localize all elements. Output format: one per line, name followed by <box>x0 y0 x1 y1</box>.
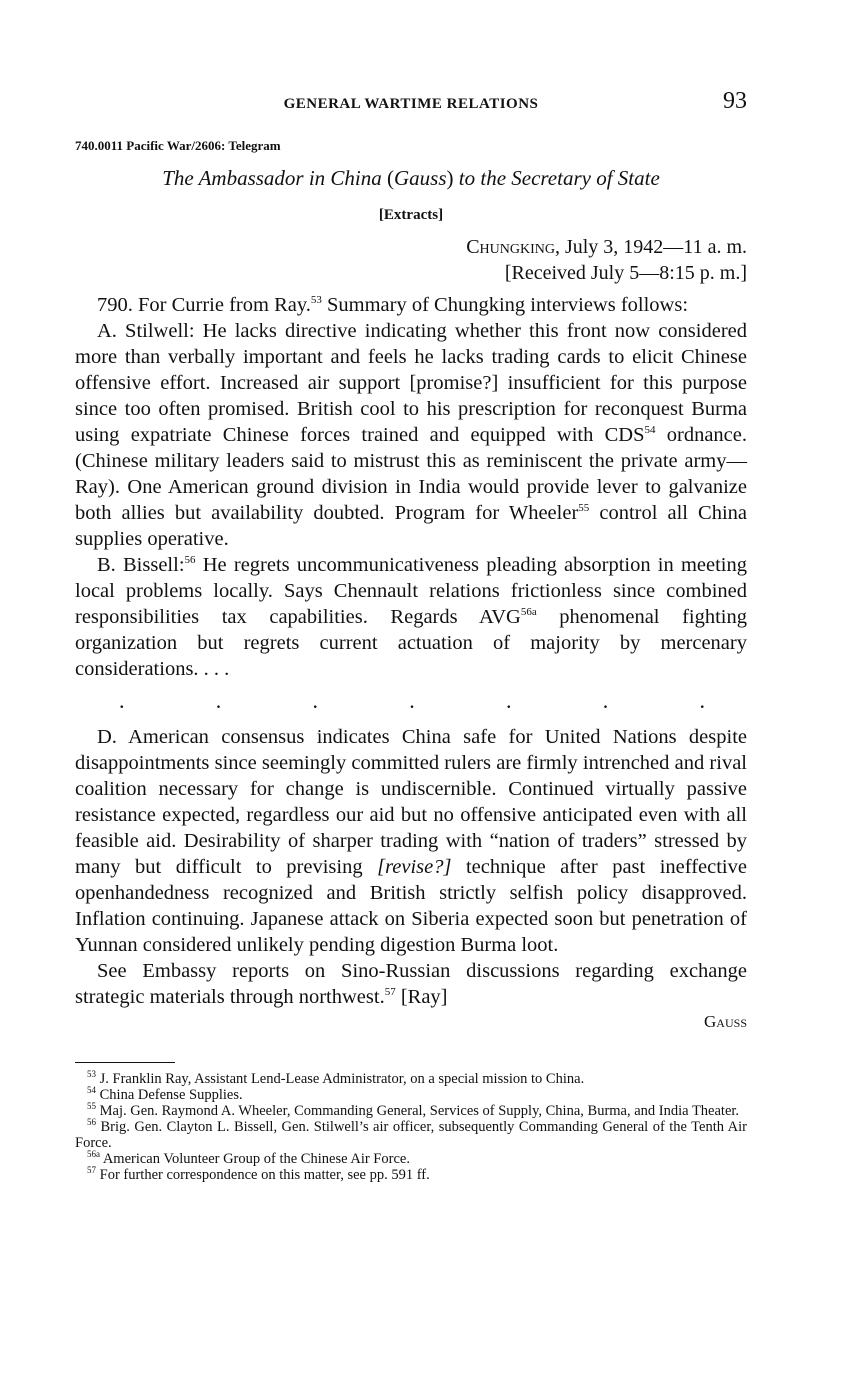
footnote <box>75 1151 747 1167</box>
footnote-mark: 56a <box>87 1149 100 1160</box>
footnotes <box>75 1071 747 1183</box>
text-run: A. Stilwell: He lacks directive indicating whether this front now considered more than verbally important and feels he lacks trading cards to elicit Chinese offensive effort. Increased air support [promise?] insufficient for this purpose since too often promised. British cool to his prescription for reconquest Burma using expatriate Chinese forces trained and equipped with CDS <box>75 320 747 446</box>
footnote-mark: 57 <box>87 1165 96 1176</box>
title-paren-open: ( <box>387 166 395 190</box>
footnote-ref: 53 <box>310 294 322 307</box>
title-part-2: to the Secretary of State <box>453 166 660 190</box>
footnote-text: Maj. Gen. Raymond A. Wheeler, Commanding General, Services of Supply, China, Burma, and India Theater. <box>96 1103 740 1119</box>
omission-dot: . <box>409 688 415 713</box>
footnote <box>75 1087 747 1103</box>
text-run: D. American consensus indicates China safe for United Nations despite disappointments since seemingly committed rulers are firmly intrenched and rival coalition necessary for change is undiscernible. Continued virtually passive resistance expected, regardless our aid but no offensive anticipated even with all feasible aid. Desirability of sharper trading with “nation of traders” stressed by many but difficult to prevising <box>75 726 747 878</box>
text-run: See Embassy reports on Sino-Russian discussions regarding exchange strategic materials through northwest. <box>75 960 747 1008</box>
telegram-body <box>75 292 747 1010</box>
paragraph-bissell <box>75 552 747 682</box>
omission-dot: . <box>506 688 512 713</box>
omission-dot: . <box>215 688 222 713</box>
text-run: phenomenal fighting organization but regrets current actuation of majority by mercenary considerations. . . . <box>75 606 747 680</box>
paragraph-stilwell <box>75 318 747 552</box>
running-title: GENERAL WARTIME RELATIONS <box>283 96 539 112</box>
dateline-city: Chungking <box>466 236 555 258</box>
title-part-1: The Ambassador in China <box>162 166 388 190</box>
omission-dot: . <box>699 688 705 713</box>
text-run: B. Bissell: <box>97 554 185 576</box>
footnote-text: Brig. Gen. Clayton L. Bissell, Gen. Stilwell’s air officer, subsequently Commanding General of the Tenth Air Force. <box>75 1119 747 1151</box>
footnote-text: J. Franklin Ray, Assistant Lend-Lease Administrator, on a special mission to China. <box>96 1071 585 1087</box>
omission-dots <box>75 688 747 714</box>
dateline-sent <box>75 234 747 260</box>
footnote <box>75 1167 747 1183</box>
omission-dot: . <box>119 688 125 713</box>
title-paren-close: ) <box>446 166 454 190</box>
footnote <box>75 1103 747 1119</box>
file-reference: 740.0011 Pacific War/2606: Telegram <box>75 138 281 153</box>
paragraph-embassy-reports <box>75 958 747 1010</box>
footnote-mark: 56 <box>87 1117 96 1128</box>
footnote-mark: 54 <box>87 1085 96 1096</box>
text-run: ordnance. (Chinese military leaders said to mistrust this as reminiscent the private army—Ray). One American ground division in India would provide lever to galvanize both allies but availability doubted. Program for Wheeler <box>75 424 748 524</box>
footnote-text: For further correspondence on this matter, see pp. 591 ff. <box>96 1167 430 1183</box>
dateline-date: , July 3, 1942—11 a. m. <box>554 236 747 258</box>
text-run: control all China supplies operative. <box>75 502 747 550</box>
omission-dot: . <box>602 688 609 713</box>
text-run: technique after past ineffective openhandedness recognized and British strictly selfish policy disapproved. Inflation continuing. Japanese attack on Siberia expected soon but penetration of Yunnan considered unlikely pending digestion Burma loot. <box>75 856 747 956</box>
footnote-text: American Volunteer Group of the Chinese Air Force. <box>100 1151 410 1167</box>
document-title <box>75 166 747 191</box>
footnote-ref: 54 <box>644 424 656 437</box>
text-run: [Ray] <box>395 986 448 1008</box>
paragraph-american-consensus <box>75 724 747 958</box>
footnote-text: China Defense Supplies. <box>96 1087 243 1103</box>
title-name: Gauss <box>394 166 447 190</box>
footnote-ref: 57 <box>384 986 396 999</box>
document-page <box>75 88 747 1183</box>
footnote-mark: 55 <box>87 1101 96 1112</box>
footnote <box>75 1119 747 1151</box>
page-header <box>75 88 747 118</box>
signature: Gauss <box>704 1012 747 1031</box>
footnote <box>75 1071 747 1087</box>
omission-dot: . <box>312 688 318 713</box>
footnote-ref: 55 <box>578 502 590 515</box>
extracts-label: [Extracts] <box>378 207 444 223</box>
page-number: 93 <box>723 88 747 114</box>
footnote-mark: 53 <box>87 1069 96 1080</box>
footnote-ref: 56 <box>184 554 196 567</box>
footnote-rule <box>75 1062 175 1063</box>
italic-run: [revise?] <box>377 856 452 878</box>
footnote-ref: 56a <box>520 606 537 619</box>
text-run: 790. For Currie from Ray. <box>97 294 311 316</box>
dateline <box>75 234 747 286</box>
text-run: Summary of Chungking interviews follows: <box>321 294 689 316</box>
text-run: He regrets uncommunicativeness pleading absorption in meeting local problems locally. Says Chennault relations frictionless since combined responsibilities tax capabilities. Regards AVG <box>75 554 748 628</box>
dateline-received: [Received July 5—8:15 p. m.] <box>504 262 747 284</box>
paragraph-intro <box>75 292 747 318</box>
